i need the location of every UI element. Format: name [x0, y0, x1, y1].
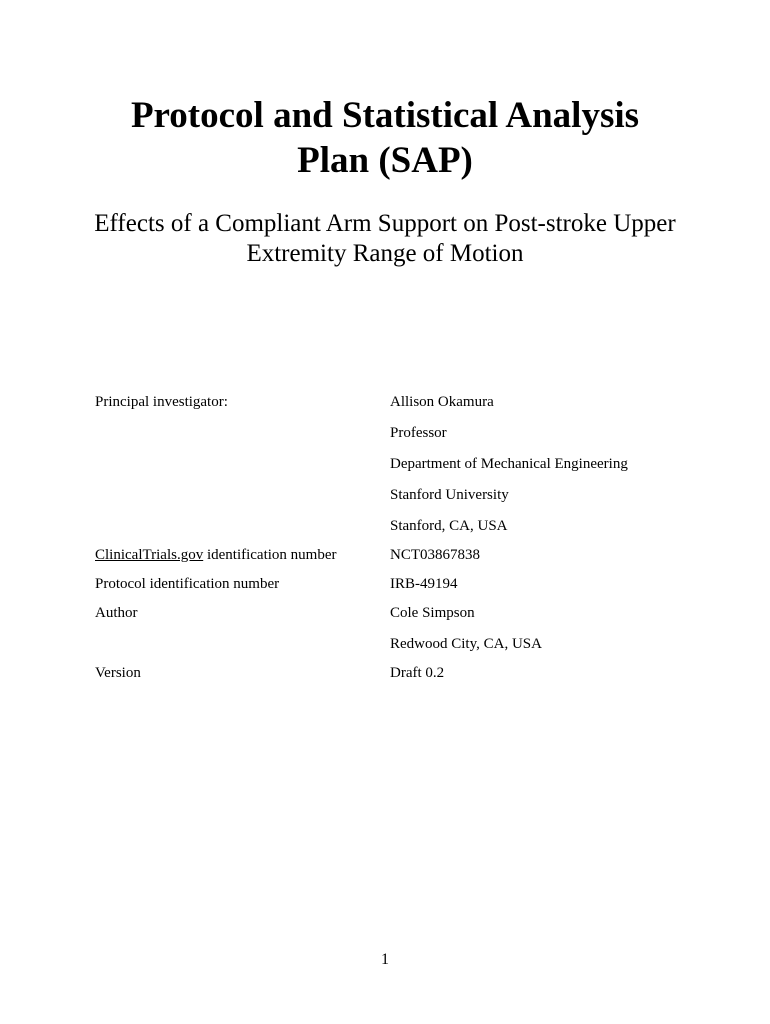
pi-label: Principal investigator:: [95, 394, 228, 410]
protocol-id: IRB-49194: [390, 576, 458, 592]
version-label: Version: [95, 665, 141, 681]
subtitle-line-2: Extremity Range of Motion: [246, 240, 524, 267]
clinicaltrials-id: NCT03867838: [390, 547, 480, 563]
pi-name: Allison Okamura: [390, 394, 494, 410]
protocol-label: Protocol identification number: [95, 576, 280, 592]
pi-department: Department of Mechanical Engineering: [390, 456, 628, 472]
subtitle-line-1: Effects of a Compliant Arm Support on Post-stroke Upper: [94, 210, 676, 237]
pi-university: Stanford University: [390, 487, 509, 503]
pi-title: Professor: [390, 425, 447, 441]
clinicaltrials-link[interactable]: ClinicalTrials.gov: [95, 547, 204, 563]
title-line-1: Protocol and Statistical Analysis: [130, 95, 640, 136]
document-subtitle: [0, 209, 770, 269]
pi-location: Stanford, CA, USA: [390, 518, 508, 534]
version-value: Draft 0.2: [390, 665, 445, 681]
document-title: [0, 93, 770, 183]
title-line-2: Plan (SAP): [297, 140, 473, 181]
author-name: Cole Simpson: [390, 605, 475, 621]
author-label: Author: [95, 605, 138, 621]
clinicaltrials-label-rest: identification number: [203, 547, 337, 563]
page-number: 1: [381, 951, 389, 968]
author-location: Redwood City, CA, USA: [390, 636, 542, 652]
clinicaltrials-label: [95, 546, 337, 564]
